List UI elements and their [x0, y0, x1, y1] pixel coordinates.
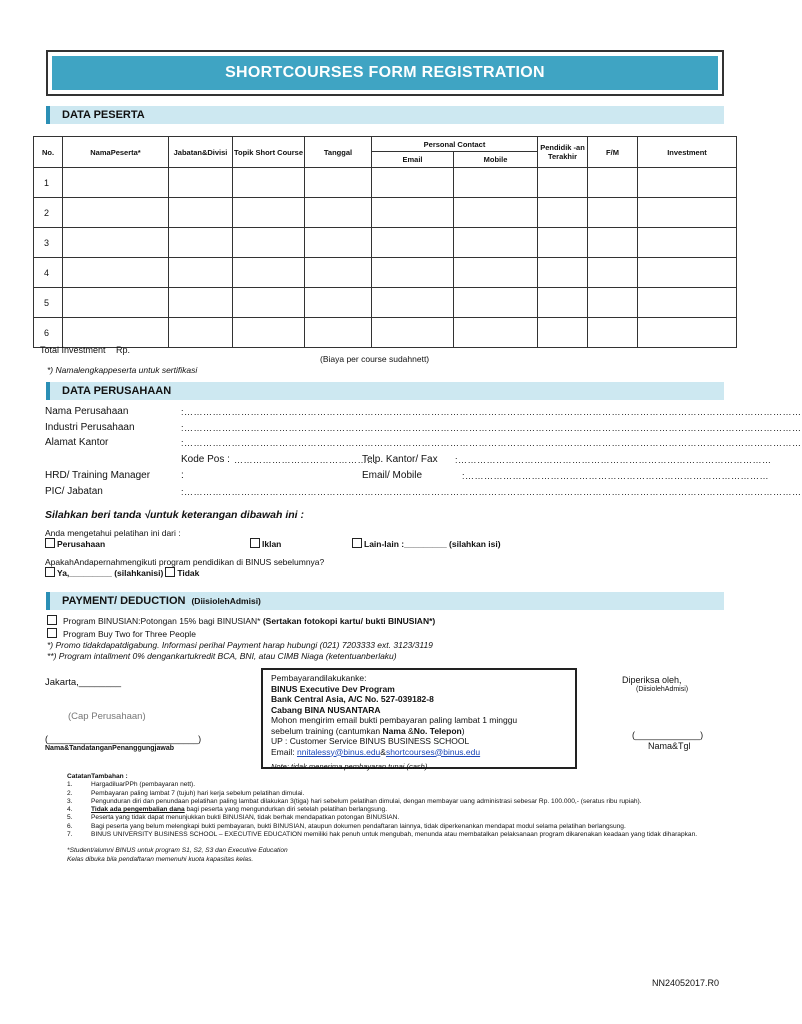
diisi-admisi: (DiisiolehAdmisi)	[636, 686, 689, 693]
list-item: 2. Pembayaran paling lambat 7 (tujuh) hari kerja sebelum pelatihan dimulai.	[67, 789, 305, 797]
cell-input[interactable]	[233, 228, 305, 258]
paybox-line: Cabang BINA NUSANTARA	[271, 704, 381, 715]
section-sub: (DiisiolehAdmisi)	[191, 596, 261, 606]
cap-perusahaan: (Cap Perusahaan)	[68, 711, 146, 722]
nama-tgl-label: Nama&Tgl	[648, 741, 691, 751]
table-row	[34, 318, 737, 348]
nama-ttd-label: Nama&TandatanganPenanggungjawab	[45, 745, 174, 752]
list-item: 6. Bagi peserta yang belum melengkapi bukti pembayaran, bukti BINUSIAN, ataupun dokumen pendaftaran lainnya, tidak diperkenankan mendapat modul selama pelatihan berlangsung.	[67, 822, 626, 830]
email-link-1[interactable]: nnitalessy@binus.edu	[296, 746, 381, 757]
payment-option-binusian[interactable]: Program BINUSIAN:Potongan 15% bagi BINUSIAN* (Sertakan fotokopi kartu/ bukti BINUSIAN*)	[47, 615, 435, 626]
paybox-line: Mohon mengirim email bukti pembayaran paling lambat 1 minggu	[271, 715, 518, 725]
cell-input[interactable]	[638, 228, 737, 258]
cell-input[interactable]	[169, 168, 233, 198]
list-item: 3. Pengunduran diri dan penundaan pelatihan paling lambat dilakukan 3(tiga) hari sebelum pelatihan dimulai, dengan membayar uang administrasi sebesar Rp. 100.000,- (seratus ribu rupiah).	[67, 797, 642, 805]
label-alamat: Alamat Kantor	[45, 437, 109, 448]
table-row	[34, 168, 737, 198]
cell-input[interactable]	[588, 318, 638, 348]
cell-input[interactable]	[169, 258, 233, 288]
cell-input[interactable]	[63, 198, 169, 228]
checkbox-tidak[interactable]	[165, 567, 175, 577]
section-data-peserta	[46, 106, 724, 124]
checkbox[interactable]	[47, 628, 57, 638]
cell-input[interactable]	[638, 198, 737, 228]
cell-input[interactable]	[305, 198, 372, 228]
cell-input[interactable]	[372, 258, 454, 288]
row-number: 5	[34, 288, 63, 318]
cell-input[interactable]	[588, 258, 638, 288]
anda-mengetahui: Anda mengetahui pelatihan ini dari :	[45, 528, 181, 538]
cell-input[interactable]	[638, 168, 737, 198]
paybox-line: UP : Customer Service BINUS BUSINESS SCHOOL	[271, 736, 470, 746]
peserta-table	[33, 136, 737, 348]
option-iklan[interactable]: Iklan	[250, 538, 281, 549]
cell-input[interactable]	[588, 168, 638, 198]
label-industri: Industri Perusahaan	[45, 422, 135, 433]
catatan-title: CatatanTambahan :	[67, 773, 128, 780]
cell-input[interactable]	[454, 228, 538, 258]
checkbox[interactable]	[45, 538, 55, 548]
student-note: *Student/alumni BINUS untuk program S1, S2, S3 dan Executive Education	[67, 847, 288, 855]
option-perusahaan[interactable]: Perusahaan	[45, 538, 105, 549]
paybox-line: sebelum training (cantumkan Nama &No. Telepon)	[271, 725, 465, 736]
paybox-line: BINUS Executive Dev Program	[271, 683, 395, 694]
cell-input[interactable]	[63, 168, 169, 198]
col-investment: Investment	[638, 137, 737, 168]
col-jabatan: Jabatan&Divisi	[169, 137, 233, 168]
peserta-footnote: *) Namalengkappeserta untuk sertifikasi	[47, 365, 198, 375]
cell-input[interactable]	[233, 168, 305, 198]
payment-info-box	[261, 668, 577, 769]
paybox-note: Note: tidak menerima pembayaran tunai (cash)	[271, 762, 428, 771]
field-alamat[interactable]: :……………………………………………………………………………………………………………………………………………………………………………	[181, 438, 802, 448]
cell-input[interactable]	[372, 228, 454, 258]
cell-input[interactable]	[538, 198, 588, 228]
cell-input[interactable]	[372, 288, 454, 318]
paybox-email-line: Email: nnitalessy@binus.edu&shortcourses@binus.edu	[271, 746, 481, 757]
cell-input[interactable]	[454, 318, 538, 348]
payment-option-buy-two[interactable]: Program Buy Two for Three People	[47, 628, 196, 639]
field-email-mobile[interactable]: :……………………………………………………………………………………	[462, 471, 770, 481]
col-tanggal: Tanggal	[305, 137, 372, 168]
cell-input[interactable]	[372, 198, 454, 228]
installment-note: **) Program intallment 0% dengankartukredit BCA, BNI, atau CIMB Niaga (ketentuanberlaku)	[47, 651, 397, 661]
cell-input[interactable]	[638, 258, 737, 288]
cell-input[interactable]	[169, 198, 233, 228]
cell-input[interactable]	[372, 168, 454, 198]
section-title: PAYMENT/ DEDUCTION	[62, 595, 186, 607]
label-kode-pos: Kode Pos :	[181, 454, 230, 465]
paybox-line: Pembayarandilakukanke:	[271, 673, 367, 683]
label-email-mobile: Email/ Mobile	[362, 470, 423, 481]
diperiksa-oleh: Diperiksa oleh,	[622, 675, 682, 685]
field-industri[interactable]: :……………………………………………………………………………………………………………………………………………………………………………	[181, 423, 802, 433]
col-personal-contact: Personal Contact	[372, 137, 538, 152]
total-rp: Rp.	[116, 345, 131, 355]
cell-input[interactable]	[588, 288, 638, 318]
hrd-colon: :	[181, 470, 184, 481]
field-pic[interactable]: :……………………………………………………………………………………………………………………………………………………………………………	[181, 487, 802, 497]
row-number: 1	[34, 168, 63, 198]
cell-input[interactable]	[638, 288, 737, 318]
table-row	[34, 288, 737, 318]
list-item: 5. Peserta yang tidak dapat menunjukkan bukti BINUSIAN, tidak berhak mendapatkan potongan BINUSIAN.	[67, 814, 400, 822]
checkbox-ya[interactable]	[45, 567, 55, 577]
cell-input[interactable]	[638, 318, 737, 348]
signature-blank: (______________________________)	[45, 734, 202, 744]
cell-input[interactable]	[169, 228, 233, 258]
col-email: Email	[372, 152, 454, 168]
label-telp: Telp. Kantor/ Fax	[362, 454, 438, 465]
promo-note: *) Promo tidakdapatdigabung. Informasi perihal Payment harap hubungi (021) 7203333 ext. 3123/3119	[47, 640, 433, 650]
checkbox[interactable]	[250, 538, 260, 548]
cell-input[interactable]	[63, 288, 169, 318]
cell-input[interactable]	[63, 258, 169, 288]
section-data-perusahaan	[46, 382, 724, 400]
table-row	[34, 198, 737, 228]
row-number: 6	[34, 318, 63, 348]
cell-input[interactable]	[454, 168, 538, 198]
cell-input[interactable]	[588, 228, 638, 258]
row-number: 2	[34, 198, 63, 228]
cell-input[interactable]	[169, 318, 233, 348]
field-kode-pos[interactable]: ………………………………………	[234, 455, 377, 465]
total-label: Total Investment	[40, 345, 106, 355]
jakarta-date: Jakarta,________	[45, 677, 122, 688]
email-link-2[interactable]: shortcourses@binus.edu	[385, 746, 481, 757]
cell-input[interactable]	[63, 228, 169, 258]
option-ya-tidak: Ya,_________ (silahkanisi) Tidak	[45, 567, 199, 578]
list-item: 1. HargadiluarPPh (pembayaran nett).	[67, 781, 196, 789]
col-no: No.	[34, 137, 63, 168]
cell-input[interactable]	[538, 288, 588, 318]
cell-input[interactable]	[305, 168, 372, 198]
total-investment-label	[40, 345, 130, 355]
list-item: 4. Tidak ada pengembalian dana bagi peserta yang mengundurkan diri setelah pelatihan berlangsung.	[67, 806, 388, 814]
cell-input[interactable]	[305, 228, 372, 258]
table-row	[34, 258, 737, 288]
col-fm: F/M	[588, 137, 638, 168]
field-telp[interactable]: :………………………………………………………………………………………	[455, 455, 772, 465]
title-frame	[46, 50, 724, 96]
cell-input[interactable]	[305, 288, 372, 318]
cell-input[interactable]	[538, 228, 588, 258]
section-title: DATA PESERTA	[62, 109, 145, 121]
signature-blank-small: (_____________)	[632, 730, 704, 740]
col-mobile: Mobile	[454, 152, 538, 168]
pernah-question: ApakahAndapernahmengikuti program pendidikan di BINUS sebelumnya?	[45, 557, 325, 567]
cell-input[interactable]	[454, 258, 538, 288]
paybox-line: Bank Central Asia, A/C No. 527-039182-8	[271, 694, 434, 704]
cell-input[interactable]	[63, 318, 169, 348]
cell-input[interactable]	[372, 318, 454, 348]
col-pendidikan: Pendidik -an Terakhir	[538, 137, 588, 168]
row-number: 3	[34, 228, 63, 258]
cell-input[interactable]	[588, 198, 638, 228]
label-hrd: HRD/ Training Manager	[45, 470, 151, 481]
cell-input[interactable]	[233, 258, 305, 288]
cell-input[interactable]	[538, 168, 588, 198]
cell-input[interactable]	[233, 198, 305, 228]
document-code: NN24052017.R0	[652, 978, 720, 988]
cell-input[interactable]	[305, 318, 372, 348]
kelas-note: Kelas dibuka bila pendaftaran memenuhi kuota kapasitas kelas.	[67, 855, 254, 863]
section-payment	[46, 592, 724, 610]
cell-input[interactable]	[305, 258, 372, 288]
instruction-text: Silahkan beri tanda √untuk keterangan dibawah ini :	[45, 509, 304, 521]
checkbox[interactable]	[352, 538, 362, 548]
cell-input[interactable]	[233, 318, 305, 348]
cell-input[interactable]	[454, 288, 538, 318]
cell-input[interactable]	[169, 288, 233, 318]
section-title: DATA PERUSAHAAN	[62, 385, 172, 397]
cell-input[interactable]	[233, 288, 305, 318]
list-item: 7. BINUS UNIVERSITY BUSINESS SCHOOL – EXECUTIVE EDUCATION memiliki hak penuh untuk mengubah, menunda atau membatalkan pelaksanaan program dikarenakan keadaan yang tidak diharapkan.	[67, 831, 698, 839]
page-title: SHORTCOURSES FORM REGISTRATION	[52, 56, 718, 90]
label-pic: PIC/ Jabatan	[45, 486, 103, 497]
biaya-note: (Biaya per course sudahnett)	[320, 354, 430, 364]
field-nama-perusahaan[interactable]: :……………………………………………………………………………………………………………………………………………………………………………	[181, 407, 802, 417]
label-nama-perusahaan: Nama Perusahaan	[45, 406, 129, 417]
table-row	[34, 228, 737, 258]
cell-input[interactable]	[538, 258, 588, 288]
checkbox[interactable]	[47, 615, 57, 625]
col-nama: NamaPeserta*	[63, 137, 169, 168]
cell-input[interactable]	[454, 198, 538, 228]
row-number: 4	[34, 258, 63, 288]
catatan-tambahan	[67, 773, 727, 864]
option-lain-lain[interactable]: Lain-lain :_________ (silahkan isi)	[352, 538, 501, 549]
col-topik: Topik Short Course	[233, 137, 305, 168]
cell-input[interactable]	[538, 318, 588, 348]
